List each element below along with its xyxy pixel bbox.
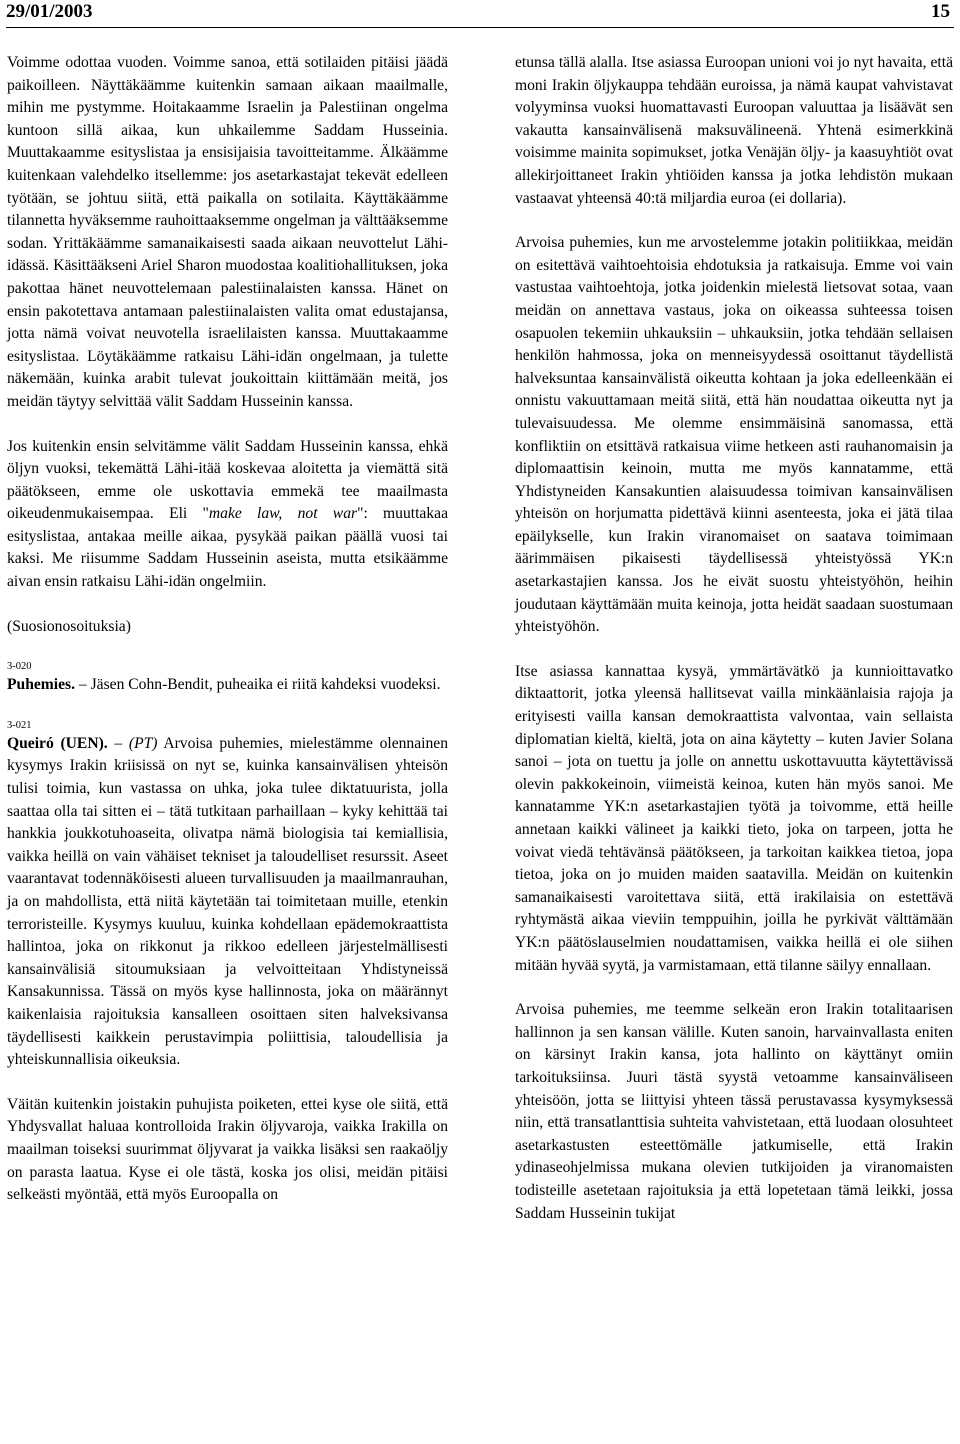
item-2-text [7,733,448,1072]
speaker-2: Queiró (UEN). [7,734,108,752]
item-number-2: 3-021 [7,719,32,731]
quote-italic: make law, not war [208,505,358,523]
header-date: 29/01/2003 [6,1,93,22]
left-paragraph-2-end: ": muuttakaa esityslistaa, antakaa meille aikaa, pysykää paikan päällä vuosi tai kaksi. Me riisumme Saddam Husseinin aseista, mutta etsikäämme aivan ensin ratkaisu Lähi-idän ongelmiin. [7,505,448,591]
item-1-body: – Jäsen Cohn-Bendit, puheaika ei riitä kahdeksi vuodeksi. [75,676,441,694]
speaker-1: Puhemies. [7,676,76,694]
header-rule [6,27,954,28]
item-number-1: 3-020 [7,661,32,673]
right-paragraph-3: Itse asiassa kannattaa kysyä, ymmärtävätkö ja kunnioittavatko diktaattorit, jotka yleensä hallitsevat vailla minkäänlaisia rajoja ja erityisesti vailla kansan demokraattista valvontaa, vain sellaista diplomatian kieltä, kieltä, jota on aina käytetty – kuten Javier Solana sanoi – jota on tuettu ja jolle on annettu uskottavuutta käytettävissä olevin pakkokeinoin, viimeistä keinoa, kuten hän myös sanoi. Me kannatamme YK:n asetarkastajien työtä ja toivomme, että heille annetaan kaikki välineet ja kaikki tieto, joka on tarpeen, jotta he voivat viedä tehtävänsä päätökseen, ja tarkoitan kaikkea tietoa, jopa tietoa, joka on jo muiden maiden saatavilla. Meidän on kuitenkin samanaikaisesti varoitettava siitä, että irakilaisia on estettävä ryhtymästä aikaa vieviin temppuihin, joilla he pyrkivät välttämään YK:n päätöslauselmien noudattamisen, vaikka heillä ei ole siihen mitään hyvää syytä, ja varmistamaan, että tilanne säilyy ennallaan. [515,662,953,974]
item-1-text [7,674,448,697]
applause-note: (Suosionosoituksia) [7,617,131,635]
item-2-dash: – [107,734,129,752]
left-paragraph-2-start: Jos kuitenkin ensin selvitämme välit Saddam Husseinin kanssa, ehkä öljyn vuoksi, tekemättä Lähi-itää koskevaa aloitetta ja viemättä sitä päätökseen, emme ole uskottavia emmekä tee maailmasta oikeudenmukaisempaa. Eli " [7,437,448,523]
right-column [515,52,953,1225]
item-2-body: Arvoisa puhemies, mielestämme olennainen kysymys Irakin kriisissä on nyt se, kuinka kansainvälisen yhteisön tulisi toimia, kun vastassa on uhka, joka tulee diktatuurista, jolla saattaa olla tai sitten ei – tätä tutkitaan parhaillaan – kyky kehittää tai hankkia joukkotuhoaseita, olivatpa nämä biologisia tai kemiallisia, vaikka heillä on vain vähäiset tekniset ja taloudelliset resurssit. Aseet vaarantavat todennäköisesti alueen turvallisuuden ja maailmanrauhan, ja on mahdollista, että niitä käytetään tai toimitetaan muille, etenkin terroristeille. Kysymys kuuluu, kuinka kohdellaan epädemokraattista hallintoa, joka on rikkonut ja rikkoo edelleen järjestelmällisesti kansainvälisiä sitoumuksiaan ja velvoitteitaan Yhdistyneissä Kansakunnissa. Tässä on myös kyse hallinnosta, joka on määrännyt kaikenlaisia rajoituksia kansalleen osoittaen siten halveksivansa täydellisesti kaikkein perustavimpia poliittisia, taloudellisia ja yhteiskunnallisia oikeuksia. [7,734,448,1069]
left-column [7,52,448,1207]
page-number: 15 [931,1,950,22]
left-paragraph-2 [7,436,448,594]
left-paragraph-last: Väitän kuitenkin joistakin puhujista poiketen, ettei kyse ole siitä, että Yhdysvallat haluaa kontrolloida Irakin öljyvaroja, vaikka Irakilla on maailman toiseksi suurimmat öljyvarat ja vaikka lisäksi sen raakaöljy on parasta laatua. Kyse ei ole tästä, koska jos olisi, meidän pitäisi selkeästi myöntää, että myös Euroopalla on [7,1095,448,1204]
page-header [6,0,954,26]
right-paragraph-2: Arvoisa puhemies, kun me arvostelemme jotakin politiikkaa, meidän on esitettävä vaihtoehtoisia ehdotuksia ja ratkaisuja. Emme voi vain vastustaa vaihtoehtoja, jotka joidenkin mielestä lietsovat sotaa, vaan meidän on annettava vastaus, joka on oikeassa suhteessa toisen osapuolen tekemiin uhkauksiin – uhkauksiin, jotka tehdään sellaisen henkilön hahmossa, joka on menneisyydessä osoittanut täydellistä halveksuntaa kansainvälistä oikeutta kohtaan ja joka edelleenkään ei onnistu vakuuttamaan meitä siitä, että hän noudattaa oikeutta nyt ja tulevaisuudessa. Me olemme ensimmäisinä sanomassa, että konfliktiin on etsittävä ratkaisua viime hetkeen asti rauhanomaisin ja diplomaattisin keinoin, mutta me myös kannatamme, että Yhdistyneiden Kansakuntien alaisuudessa toimivan kansainvälisen yhteisön on horjumatta pidettävä kiinni asenteesta, joka ei jätä tilaa epäilykselle, kun Irakin viranomaiset on saatava toimimaan äärimmäisen pikaisesti täydellisessä yhteistyössä YK:n asetarkastajien kanssa. Jos he eivät suostu yhteistyöhön, heihin joudutaan käyttämään muita keinoja, jotta heidät saadaan suostumaan yhteistyöhön. [515,234,953,636]
right-paragraph-1: etunsa tällä alalla. Itse asiassa Euroopan unioni voi jo nyt havaita, että moni Irakin öljykauppa tehdään euroissa, ja nämä kaupat vahvistavat volyyminsa vuoksi huomattavasti Euroopan valuuttaa ja lisäävät sen vakautta kansainvälisenä maksuvälineenä. Yhtenä esimerkkinä voisimme mainita sopimukset, jotka Venäjän öljy- ja kaasuyhtiöt ovat allekirjoittaneet Irakin yhtiöiden kanssa ja jotka lehdistön mukaan vastaavat yhteensä 40:tä miljardia euroa (ei dollaria). [515,54,953,207]
right-paragraph-4: Arvoisa puhemies, me teemme selkeän eron Irakin totalitaarisen hallinnon ja sen kansan välille. Kuten sanoin, harvainvallasta eniten on kärsinyt Irakin kansa, jota hallinto on käyttänyt omiin tarkoituksiinsa. Juuri tästä syystä vetoamme kansainväliseen yhteisöön, jotta se liittyisi yhteen tässä perustavassa kysymyksessä niin, että transatlanttisia suhteita vahvistetaan, että luodaan olosuhteet asetarkastusten esteettömälle jatkumiselle, että Irakin ydinaseohjelmissa mukana olevien tutkijoiden ja viranomaisten todisteille asetetaan rajoituksia ja että lopetetaan tämä leikki, jossa Saddam Husseinin tukijat [515,1001,953,1222]
left-paragraph-1: Voimme odottaa vuoden. Voimme sanoa, että sotilaiden pitäisi jäädä paikoilleen. Näyttäkäämme kuitenkin samaan aikaan maailmalle, mihin me pystymme. Hoitakaamme Israelin ja Palestiinan ongelma kuntoon sillä aikaa, kun uhkailemme Saddam Husseinia. Muuttakaamme esityslistaa ja ensisijaisia tavoitteitamme. Älkäämme kuitenkaan valehdelko itsellemme: jos asetarkastajat tekevät edelleen työtään, se johtuu siitä, että paikalla on sotilaita. Käyttäkäämme tilannetta hyväksemme rauhoittaaksemme ongelman ja välttääksemme sodan. Yrittäkäämme samanaikaisesti saada aikaan neuvottelut Lähi-idässä. Käsittääkseni Ariel Sharon muodostaa koalitiohallituksen, joka pakottaa hänet neuvottelemaan palestiinalaisten kanssa. Hänet on ensin pakotettava antamaan palestiinalaisten valita omat edustajansa, jotta nämä voivat neuvotella israelilaisten kanssa. Muuttakaamme esityslistaa. Löytäkäämme ratkaisu Lähi-idän ongelmaan, ja tulette näkemään, kuinka arabit tulevat joukoittain kiittämään meitä, jos meidän täytyy selvittää välit Saddam Husseinin kanssa. [7,54,448,410]
language-tag: (PT) [128,734,158,752]
